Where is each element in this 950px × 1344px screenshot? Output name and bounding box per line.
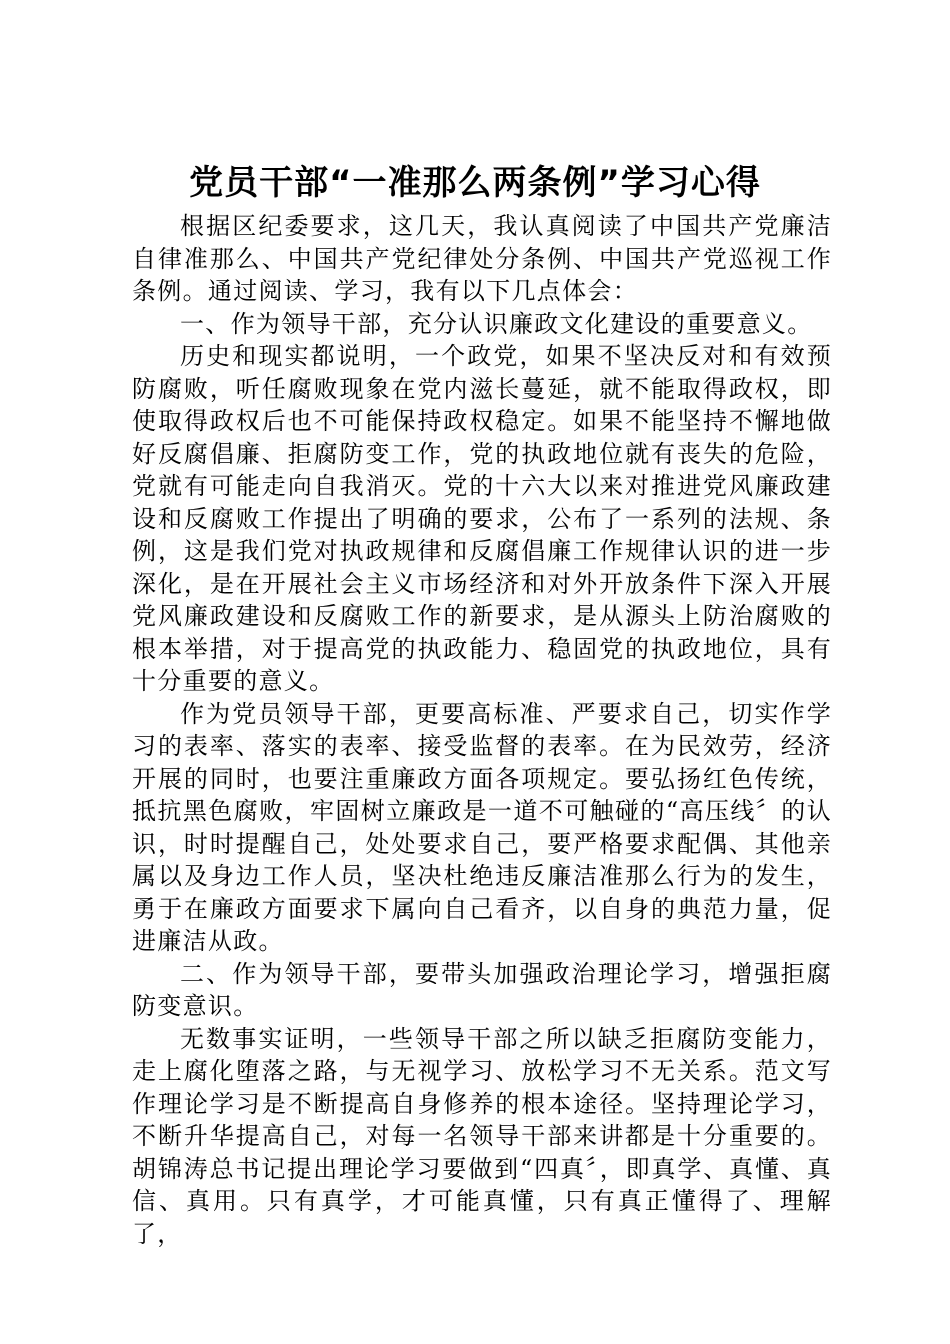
section-heading-1: 一、作为领导干部，充分认识廉政文化建设的重要意义。	[180, 309, 813, 338]
document-title: 党员干部“一准那么两条例”学习心得	[189, 163, 761, 203]
section-heading-2: 二、作为领导干部，要带头加强政治理论学习，增强拒腐防变意识。	[132, 959, 832, 1020]
paragraph-leadership: 作为党员领导干部，更要高标准、严要求自己，切实作学习的表率、落实的表率、接受监督的表率。在为民效劳，经济开展的同时，也要注重廉政方面各项规定。要弘扬红色传统，抵抗黑色腐败，牢固树立廉政是一道不可触碰的“高压线〞的认识，时时提醒自己，处处要求自己，要严格要求配偶、其他亲属以及身边工作人员，坚决杜绝违反廉洁准那么行为的发生，勇于在廉政方面要求下属向自己看齐，以自身的典范力量，促进廉洁从政。	[132, 699, 832, 955]
paragraph-theory-study: 无数事实证明，一些领导干部之所以缺乏拒腐防变能力，走上腐化堕落之路，与无视学习、放松学习不无关系。范文写作理论学习是不断提高自身修养的根本途径。坚持理论学习，不断升华提高自己，对每一名领导干部来讲都是十分重要的。胡锦涛总书记提出理论学习要做到“四真〞，即真学、真懂、真信、真用。只有真学，才可能真懂，只有真正懂得了、理解了，	[132, 1024, 832, 1248]
paragraph-intro: 根据区纪委要求，这几天，我认真阅读了中国共产党廉洁自律准那么、中国共产党纪律处分条例、中国共产党巡视工作条例。通过阅读、学习，我有以下几点体会：	[132, 212, 832, 305]
document-body	[132, 210, 832, 1250]
paragraph-history: 历史和现实都说明，一个政党，如果不坚决反对和有效预防腐败，听任腐败现象在党内滋长蔓延，就不能取得政权，即使取得政权后也不可能保持政权稳定。如果不能坚持不懈地做好反腐倡廉、拒腐防变工作，党的执政地位就有丧失的危险，党就有可能走向自我消灭。党的十六大以来对推进党风廉政建设和反腐败工作提出了明确的要求，公布了一系列的法规、条例，这是我们党对执政规律和反腐倡廉工作规律认识的进一步深化，是在开展社会主义市场经济和对外开放条件下深入开展党风廉政建设和反腐败工作的新要求，是从源头上防治腐败的根本举措，对于提高党的执政能力、稳固党的执政地位，具有十分重要的意义。	[132, 342, 832, 695]
